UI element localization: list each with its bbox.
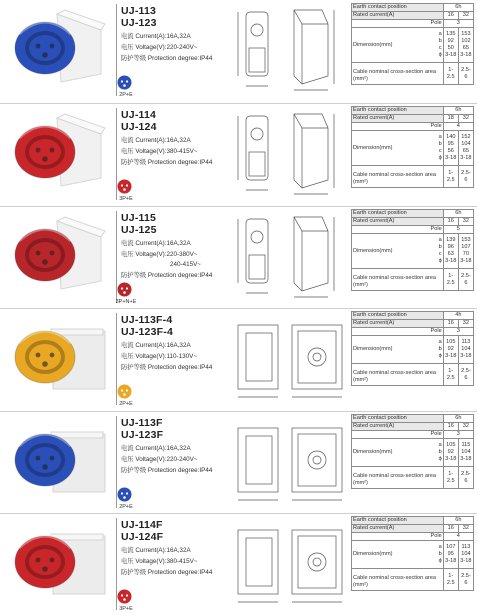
voltage-spec: 电压 Voltage(V):220-240V~ [121, 456, 198, 463]
model-number: UJ-124F [121, 531, 164, 543]
dimension-values-32a: 153 107 70 3-18 [458, 234, 473, 269]
spec-value: 32 [458, 525, 473, 533]
spec-label: Cable nominal cross-section area (mm²) [352, 569, 444, 591]
spec-label: Earth contact position [352, 210, 444, 218]
voltage-spec: 电压 Voltage(V):380-415V~ [121, 148, 198, 155]
pin-diagram-icon [117, 179, 132, 194]
spec-value: 16 [443, 320, 458, 328]
spec-value: 1-2.5 [443, 569, 458, 591]
spec-label: Cable nominal cross-section area (mm²) [352, 63, 444, 85]
technical-drawing [232, 313, 347, 405]
technical-drawing [232, 108, 347, 200]
spec-label: Rated current(A) [352, 525, 444, 533]
socket-photo [5, 108, 113, 188]
dimension-label: Dimension(mm) a b c ϕ [352, 131, 444, 166]
current-spec: 电流 Current(A):16A,32A [121, 33, 191, 40]
spec-label: Earth contact position [352, 107, 444, 115]
dimension-label: Dimension(mm) a b c ϕ [352, 234, 444, 269]
spec-value: 18 [443, 115, 458, 123]
spec-label: Pole [352, 533, 444, 541]
voltage-spec-2: 240-415V~ [170, 261, 201, 268]
protection-spec: 防护等级 Protection degree:IP44 [121, 55, 213, 62]
spec-value: 5 [443, 226, 473, 234]
dimension-values-16a: 107 95 3-18 [443, 541, 458, 569]
current-spec: 电流 Current(A):16A,32A [121, 445, 191, 452]
technical-drawing [232, 4, 347, 96]
spec-label: Cable nominal cross-section area (mm²) [352, 166, 444, 188]
spec-value: 2.5-6 [458, 364, 473, 386]
model-number: UJ-123F [121, 429, 164, 441]
protection-spec: 防护等级 Protection degree:IP44 [121, 159, 213, 166]
protection-spec: 防护等级 Protection degree:IP44 [121, 272, 213, 279]
spec-label: Rated current(A) [352, 320, 444, 328]
spec-value: 1-2.5 [443, 269, 458, 291]
spec-label: Pole [352, 123, 444, 131]
spec-value: 2.5-6 [458, 166, 473, 188]
dimension-values-16a: 139 96 63 3-18 [443, 234, 458, 269]
spec-value: 6h [443, 107, 473, 115]
spec-value: 6h [443, 517, 473, 525]
spec-value: 32 [458, 115, 473, 123]
spec-value: 2.5-6 [458, 63, 473, 85]
dimension-label: Dimension(mm) a b c ϕ [352, 28, 444, 63]
spec-table [351, 3, 474, 85]
dimension-label: Dimension(mm) a b ϕ [352, 439, 444, 467]
pin-label: 3P+E [119, 606, 133, 612]
model-number: UJ-114F [121, 519, 163, 531]
spec-value: 1-2.5 [443, 467, 458, 489]
spec-label: Earth contact position [352, 415, 444, 423]
spec-label: Pole [352, 431, 444, 439]
dimension-values-16a: 105 92 3-18 [443, 336, 458, 364]
spec-value: 32 [458, 423, 473, 431]
voltage-spec: 电压 Voltage(V):220-380V~ [121, 251, 198, 258]
technical-drawing [232, 416, 347, 508]
spec-value: 16 [443, 12, 458, 20]
spec-value: 2.5-6 [458, 569, 473, 591]
spec-value: 32 [458, 218, 473, 226]
spec-value: 6h [443, 210, 473, 218]
current-spec: 电流 Current(A):16A,32A [121, 137, 191, 144]
spec-label: Earth contact position [352, 4, 444, 12]
spec-label: Pole [352, 20, 444, 28]
dimension-values-16a: 105 92 3-18 [443, 439, 458, 467]
spec-label: Rated current(A) [352, 12, 444, 20]
spec-table [351, 516, 474, 591]
spec-label: Cable nominal cross-section area (mm²) [352, 467, 444, 489]
dimension-values-32a: 152 104 65 3-18 [458, 131, 473, 166]
pin-diagram-icon [117, 487, 132, 502]
spec-label: Rated current(A) [352, 115, 444, 123]
spec-table [351, 106, 474, 188]
spec-value: 6h [443, 4, 473, 12]
spec-value: 4 [443, 533, 473, 541]
model-number: UJ-113F [121, 417, 163, 429]
spec-value: 3 [443, 431, 473, 439]
protection-spec: 防护等级 Protection degree:IP44 [121, 467, 213, 474]
pin-label: 2P+E [119, 504, 133, 510]
spec-value: 1-2.5 [443, 63, 458, 85]
spec-label: Pole [352, 226, 444, 234]
spec-value: 32 [458, 320, 473, 328]
socket-photo [5, 518, 113, 598]
current-spec: 电流 Current(A):16A,32A [121, 547, 191, 554]
model-number: UJ-123F-4 [121, 326, 173, 338]
pin-label: 3P+E [119, 196, 133, 202]
spec-table [351, 311, 474, 386]
pin-diagram-icon [117, 384, 132, 399]
spec-value: 16 [443, 218, 458, 226]
spec-label: Cable nominal cross-section area (mm²) [352, 269, 444, 291]
technical-drawing [232, 211, 347, 303]
spec-label: Rated current(A) [352, 218, 444, 226]
spec-label: Rated current(A) [352, 423, 444, 431]
spec-value: 16 [443, 525, 458, 533]
pin-diagram-icon [117, 282, 132, 297]
dimension-label: Dimension(mm) a b ϕ [352, 336, 444, 364]
dimension-label: Dimension(mm) a b ϕ [352, 541, 444, 569]
voltage-spec: 电压 Voltage(V):380-415V~ [121, 558, 198, 565]
pin-label: 3P+N+E [115, 299, 137, 305]
pin-diagram-icon [117, 589, 132, 604]
spec-value: 32 [458, 12, 473, 20]
dimension-values-32a: 113 104 3-18 [458, 541, 473, 569]
protection-spec: 防护等级 Protection degree:IP44 [121, 364, 213, 371]
spec-value: 1-2.5 [443, 166, 458, 188]
socket-photo [5, 313, 113, 393]
model-number: UJ-113F-4 [121, 314, 173, 326]
socket-photo [5, 416, 113, 496]
model-number: UJ-124 [121, 121, 157, 133]
dimension-values-16a: 135 92 50 3-18 [443, 28, 458, 63]
voltage-spec: 电压 Voltage(V):110-130V~ [121, 353, 198, 360]
spec-label: Cable nominal cross-section area (mm²) [352, 364, 444, 386]
protection-spec: 防护等级 Protection degree:IP44 [121, 569, 213, 576]
socket-photo [5, 211, 113, 291]
technical-drawing [232, 518, 347, 610]
dimension-values-16a: 140 95 56 3-18 [443, 131, 458, 166]
spec-table [351, 414, 474, 489]
spec-value: 4 [443, 123, 473, 131]
model-number: UJ-115 [121, 212, 157, 224]
spec-value: 6h [443, 415, 473, 423]
pin-label: 2P+E [119, 92, 133, 98]
dimension-values-32a: 113 104 3-18 [458, 336, 473, 364]
pin-label: 2P+E [119, 401, 133, 407]
model-number: UJ-123 [121, 17, 157, 29]
spec-value: 4h [443, 312, 473, 320]
current-spec: 电流 Current(A):16A,32A [121, 240, 191, 247]
spec-value: 3 [443, 328, 473, 336]
spec-value: 1-2.5 [443, 364, 458, 386]
socket-photo [5, 4, 113, 84]
spec-value: 2.5-6 [458, 467, 473, 489]
model-number: UJ-125 [121, 224, 157, 236]
spec-table [351, 209, 474, 291]
dimension-values-32a: 115 104 3-18 [458, 439, 473, 467]
dimension-values-32a: 153 102 65 3-18 [458, 28, 473, 63]
model-number: UJ-113 [121, 5, 157, 17]
spec-label: Earth contact position [352, 312, 444, 320]
spec-label: Earth contact position [352, 517, 444, 525]
spec-value: 2.5-6 [458, 269, 473, 291]
spec-value: 3 [443, 20, 473, 28]
model-number: UJ-114 [121, 109, 157, 121]
spec-label: Pole [352, 328, 444, 336]
voltage-spec: 电压 Voltage(V):220-240V~ [121, 44, 198, 51]
current-spec: 电流 Current(A):16A,32A [121, 342, 191, 349]
pin-diagram-icon [117, 75, 132, 90]
spec-value: 16 [443, 423, 458, 431]
